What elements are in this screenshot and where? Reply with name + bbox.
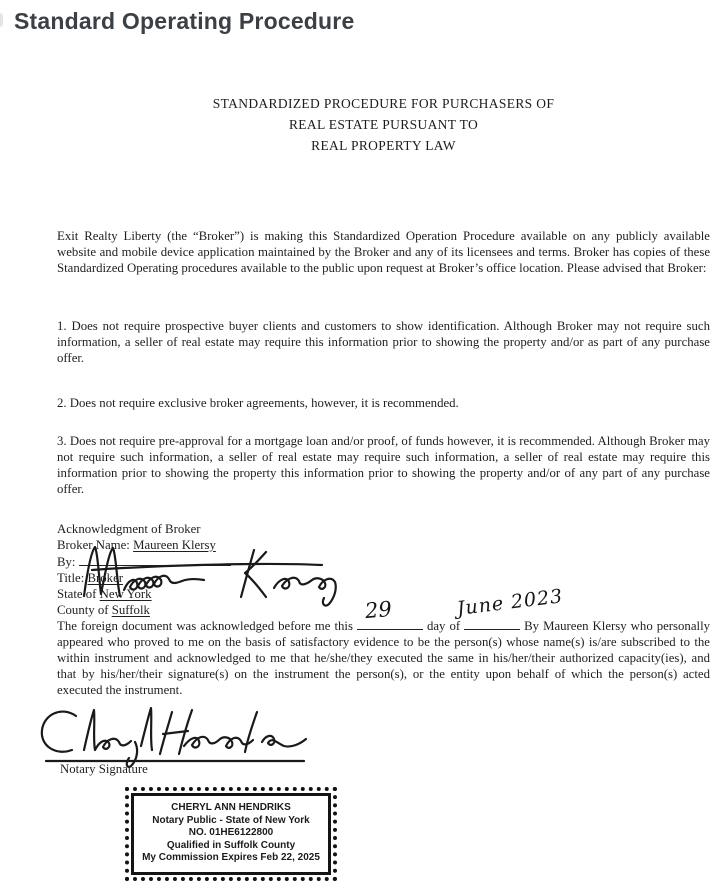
notary-text-a: The foreign document was acknowledged before me this [57,619,353,633]
page-title: Standard Operating Procedure [14,8,355,34]
document-title [57,93,710,156]
state-value: New York [99,587,152,601]
day-blank [357,596,423,630]
broker-name-value: Maureen Klersy [133,538,216,552]
stamp-number: NO. 01HE6122800 [188,827,274,839]
notary-stamp [131,793,331,875]
handwritten-date: June 2023 [455,585,565,620]
notary-text-c: By Maureen Klersy who personally appeared who proved to me on the basis of satisfactory evidence to be the person(s) whose name(s) is/are subscribed to the within instrument and acknowledged to me that he/she/they executed the same in his/her/their authorized capacity(ies), and that by his/her/their signature(s) on the instrument the person(s), or the entity upon behalf of which the person(s) acted executed the instrument. [57,619,711,697]
clipped-edge-artifact [0,13,3,27]
item-3: 3. Does not require pre-approval for a mortgage loan and/or proof, of funds however, it is recommended. Although Broker may not require such information, a seller of real estate may require such information, a seller of real estate may require this information prior to showing the property this information prior to showing the property and/or of any part of any purchase offer. [57,434,710,496]
state-label: State of [57,587,97,601]
county-label: County of [57,603,109,617]
handwritten-day: 29 [363,596,393,624]
item-2: 2. Does not require exclusive broker agreements, however, it is recommended. [57,396,459,410]
intro-paragraph: Exit Realty Liberty (the “Broker”) is making this Standardized Operation Procedure available on any publicly available website and mobile device application maintained by the Broker and any of its licensees and terms. Broker has copies of these Standardized Operating procedures available to the public upon request at Broker’s office location. Please advised that Broker: [57,229,710,275]
notary-text-b: day of [426,619,461,633]
stamp-line: Qualified in Suffolk County [166,839,296,851]
stamp-line: Notary Public - State of New York [152,814,310,826]
title-value: Broker [87,571,124,585]
ack-heading: Acknowledgment of Broker [57,522,201,536]
item-1: 1. Does not require prospective buyer clients and customers to show identification. Although Broker may not require such information, a seller of real estate may require this information prior to showing the property and/or as part of any purchase offer. [57,319,710,365]
stamp-name: CHERYL ANN HENDRIKS [171,802,291,813]
document-title-line: REAL PROPERTY LAW [311,138,456,153]
stamp-expiry: My Commission Expires Feb 22, 2025 [142,852,320,864]
month-blank [455,585,565,630]
county-value: Suffolk [111,603,150,617]
document-title-line: STANDARDIZED PROCEDURE FOR PURCHASERS OF [212,96,555,111]
document-title-line: REAL ESTATE PURSUANT TO [288,117,479,132]
broker-signature [78,540,353,608]
by-label: By: [57,555,76,569]
broker-name-label: Broker Name: [57,538,130,552]
notary-signature-label: Notary Signature [60,762,148,776]
title-label: Title: [57,571,85,585]
